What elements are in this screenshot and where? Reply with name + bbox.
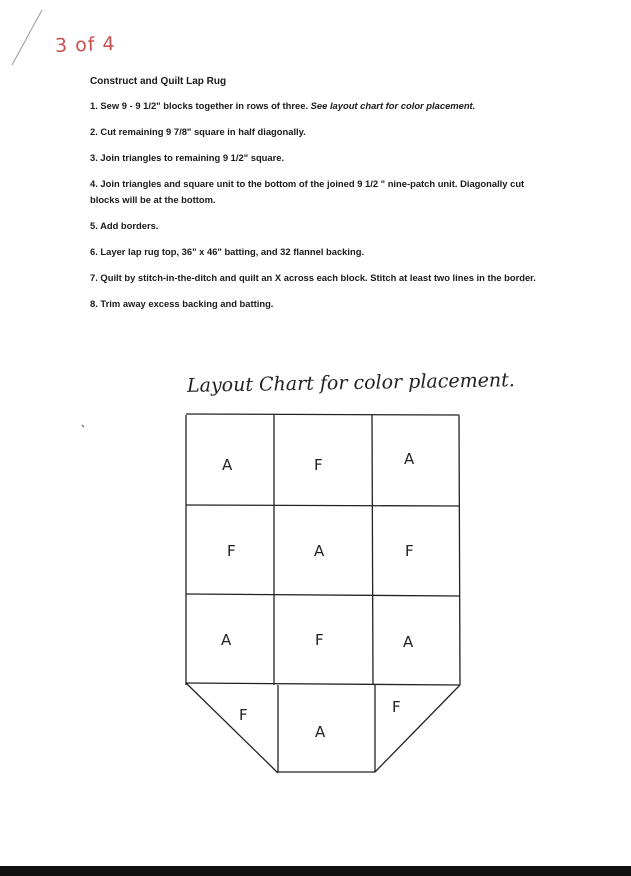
cell-label: A [404, 450, 415, 468]
step-item: 2. Cut remaining 9 7/8" square in half diagonally. [90, 126, 306, 137]
step-item: 4. Join triangles and square unit to the bottom of the joined 9 1/2 " nine-patch unit. Diagonally cut blocks will be at the bottom. [90, 178, 525, 205]
step-item: 5. Add borders. [90, 220, 159, 231]
chart-line [459, 415, 460, 685]
chart-line [375, 685, 460, 772]
cell-label: F [392, 698, 401, 716]
step-emphasis: See layout chart for color placement. [310, 100, 476, 111]
step-item: 6. Layer lap rug top, 36" x 46" batting, and 32 flannel backing. [90, 246, 365, 257]
document-title: Construct and Quilt Lap Rug [90, 76, 227, 87]
cell-label: A [403, 633, 414, 651]
cell-label: A [315, 723, 326, 741]
chart-line [186, 505, 460, 506]
chart-line [186, 683, 460, 685]
cell-label: F [227, 542, 236, 560]
cell-label: A [222, 456, 233, 474]
step-item: 3. Join triangles to remaining 9 1/2" square. [90, 152, 285, 163]
step-text: 1. Sew 9 - 9 1/2" blocks together in rows of three. [90, 100, 311, 111]
chart-line [186, 683, 278, 773]
cell-label: F [315, 631, 324, 649]
chart-line [186, 414, 459, 415]
cell-label: F [239, 706, 248, 724]
step-item: 7. Quilt by stitch-in-the-ditch and quilt an X across each block. Stitch at least two lines in the border. [90, 272, 536, 283]
step-item: 8. Trim away excess backing and batting. [90, 298, 274, 309]
cell-label: A [314, 542, 325, 560]
cell-label: F [314, 456, 323, 474]
page-number: 3 of 4 [54, 32, 116, 58]
cell-label: A [221, 631, 232, 649]
cell-label: F [405, 542, 414, 560]
chart-line [186, 594, 460, 596]
chart-line [372, 415, 373, 685]
layout-chart-title: Layout Chart for color placement. [186, 369, 515, 397]
